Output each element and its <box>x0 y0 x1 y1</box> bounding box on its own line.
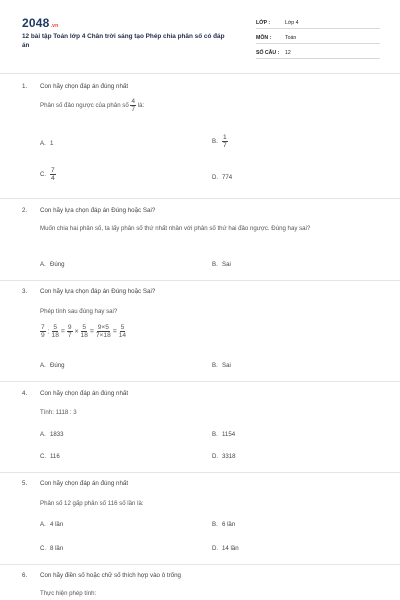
option-text: 774 <box>222 174 233 181</box>
fraction-numerator: 9×5 <box>97 324 109 331</box>
meta-panel <box>256 16 380 61</box>
question-text: Phân số 12 gấp phân số 116 số lần là: <box>40 500 144 507</box>
fraction-equation <box>40 324 375 339</box>
fraction <box>67 324 73 339</box>
option-text: 1154 <box>222 431 236 438</box>
option-b[interactable] <box>212 261 231 268</box>
question-number: 5. <box>22 480 28 487</box>
option-a[interactable] <box>40 261 65 268</box>
question-divider <box>0 564 400 565</box>
option-text: 4 lần <box>50 521 64 528</box>
fraction-numerator: 7 <box>51 167 55 174</box>
fraction-numerator: 9 <box>67 324 72 331</box>
fraction-numerator: 1 <box>223 134 227 141</box>
question-prompt: Con hãy điền số hoặc chữ số thích hợp vào ô trống <box>40 572 181 579</box>
option-letter: B. <box>212 261 218 268</box>
option-letter: A. <box>40 140 46 147</box>
question-text: Muốn chia hai phân số, ta lấy phân số thứ nhất nhân với phân số thứ hai đảo ngược. Đúng hay sai? <box>40 225 311 232</box>
document-title: 12 bài tập Toán lớp 4 Chân trời sáng tạo Phép chia phân số có đáp án <box>22 33 225 49</box>
option-letter: B. <box>212 521 218 528</box>
option-text: 3318 <box>222 453 236 460</box>
equals-sign: = <box>60 328 65 336</box>
option-a[interactable] <box>40 521 63 528</box>
question-text: Phép tính sau đúng hay sai? <box>40 308 118 315</box>
option-b[interactable] <box>212 521 235 528</box>
option-letter: B. <box>212 431 218 438</box>
option-text: 6 lần <box>222 521 236 528</box>
fraction <box>52 324 59 339</box>
option-letter: D. <box>212 453 219 460</box>
fraction-numerator: 4 <box>131 98 136 105</box>
option-a[interactable] <box>40 362 65 369</box>
question-text: Thực hiện phép tính: <box>40 590 97 597</box>
option-letter: A. <box>40 431 46 438</box>
option-letter: B. <box>212 362 218 369</box>
option-text: 1 <box>50 140 54 147</box>
option-text: 14 lần <box>222 545 239 552</box>
fraction-denominator: 14 <box>118 332 127 339</box>
question-divider <box>0 472 400 473</box>
option-d[interactable] <box>212 174 232 181</box>
question-text-after: là: <box>137 102 145 110</box>
fraction-denominator: 18 <box>51 332 59 339</box>
fraction <box>96 324 111 339</box>
fraction-denominator: 7×18 <box>95 332 111 339</box>
operator: : <box>47 328 50 336</box>
fraction-4-7 <box>130 98 136 113</box>
option-c[interactable] <box>40 545 63 552</box>
meta-value-lop: Lớp 4 <box>285 20 299 26</box>
option-letter: B. <box>212 138 218 146</box>
fraction-denominator: 18 <box>80 332 88 339</box>
option-letter: C. <box>40 171 47 179</box>
option-b[interactable] <box>212 134 228 149</box>
meta-label-socau: SỐ CÂU : <box>256 50 280 56</box>
fraction <box>40 324 46 339</box>
option-b[interactable] <box>212 362 231 369</box>
fraction-numerator: 5 <box>82 324 87 331</box>
fraction-numerator: 7 <box>41 324 45 331</box>
question-prompt: Con hãy chọn đáp án đúng nhất <box>40 83 129 90</box>
option-letter: D. <box>212 174 219 181</box>
option-text: 8 lần <box>50 545 64 552</box>
fraction-denominator: 7 <box>67 332 72 339</box>
fraction <box>119 324 126 339</box>
fraction-numerator: 5 <box>53 324 58 331</box>
question-prompt: Con hãy lựa chọn đáp án Đúng hoặc Sai? <box>40 288 156 295</box>
meta-label-mon: MÔN : <box>256 35 272 41</box>
question-text <box>40 98 375 113</box>
question-divider <box>0 280 400 281</box>
logo-text: 2048 <box>22 16 50 30</box>
option-letter: A. <box>40 521 46 528</box>
logo-suffix: .vn <box>50 23 59 29</box>
option-c[interactable] <box>40 167 56 182</box>
option-b[interactable] <box>212 431 235 438</box>
option-text: Đúng <box>50 261 65 268</box>
question-prompt: Con hãy lựa chọn đáp án Đúng hoặc Sai? <box>40 207 156 214</box>
option-fraction <box>50 167 56 182</box>
equals-sign: = <box>89 328 94 336</box>
header-divider <box>0 73 400 74</box>
option-a[interactable] <box>40 431 64 438</box>
question-text: Tính: 1118 : 3 <box>40 409 77 416</box>
option-fraction <box>222 134 228 149</box>
question-number: 1. <box>22 83 28 90</box>
option-text: 116 <box>50 453 60 460</box>
fraction-denominator: 7 <box>131 106 136 113</box>
fraction-denominator: 7 <box>223 142 227 149</box>
question-divider <box>0 381 400 382</box>
option-text: Sai <box>222 261 231 268</box>
option-text: 1833 <box>50 431 64 438</box>
question-number: 3. <box>22 288 28 295</box>
option-a[interactable] <box>40 140 53 147</box>
equals-sign: = <box>112 328 117 336</box>
option-c[interactable] <box>40 453 60 460</box>
option-d[interactable] <box>212 453 236 460</box>
option-letter: C. <box>40 453 47 460</box>
meta-row-mon <box>256 31 380 44</box>
option-letter: A. <box>40 362 46 369</box>
question-number: 4. <box>22 390 28 397</box>
fraction-denominator: 9 <box>41 332 45 339</box>
fraction-denominator: 4 <box>51 175 55 182</box>
question-number: 6. <box>22 572 28 579</box>
site-logo[interactable] <box>22 16 58 30</box>
option-text: Sai <box>222 362 231 369</box>
option-text: Đúng <box>50 362 65 369</box>
meta-row-socau <box>256 46 380 59</box>
meta-row-lop <box>256 16 380 29</box>
fraction-numerator: 5 <box>120 324 125 331</box>
question-prompt: Con hãy chọn đáp án đúng nhất <box>40 480 129 487</box>
operator: × <box>74 328 79 336</box>
question-number: 2. <box>22 207 28 214</box>
fraction <box>81 324 88 339</box>
option-d[interactable] <box>212 545 239 552</box>
option-letter: D. <box>212 545 219 552</box>
meta-label-lop: LỚP : <box>256 20 271 26</box>
question-text-before: Phân số đảo ngược của phân số <box>40 102 129 110</box>
question-divider <box>0 198 400 199</box>
option-letter: A. <box>40 261 46 268</box>
meta-value-socau: 12 <box>285 50 291 56</box>
question-prompt: Con hãy chọn đáp án đúng nhất <box>40 390 129 397</box>
meta-value-mon: Toán <box>285 35 297 41</box>
option-letter: C. <box>40 545 47 552</box>
